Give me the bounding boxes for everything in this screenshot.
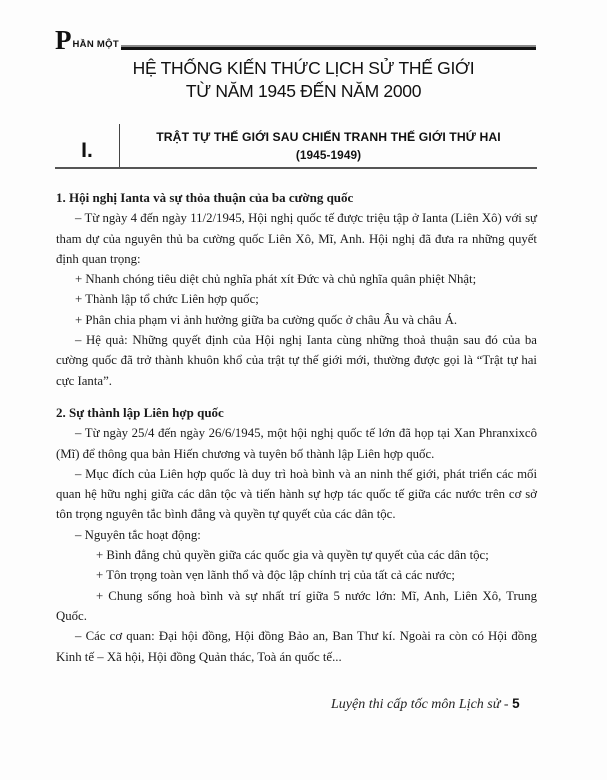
page-number: 5 — [512, 695, 520, 711]
bullet-item: + Nhanh chóng tiêu diệt chủ nghĩa phát xít Đức và chủ nghĩa quân phiệt Nhật; — [75, 272, 477, 287]
section-heading — [55, 124, 537, 169]
paragraph: – Mục đích của Liên hợp quốc là duy trì hoà bình và an ninh thế giới, phát triển các mối quan hệ hữu nghị giữa các dân tộc và tiến hành sự hợp tác quốc tế giữa các nước trên cơ sở tôn trọng nguyên tắc bình đẳng và quyền tự quyết của các dân tộc. — [56, 466, 537, 522]
body-text — [56, 188, 537, 667]
bullet-item: + Tôn trọng toàn vẹn lãnh thổ và độc lập chính trị của tất cả các nước; — [96, 568, 455, 583]
paragraph: – Hệ quả: Những quyết định của Hội nghị Ianta cùng những thoả thuận sau đó của ba cường quốc đã trở thành khuôn khổ của trật tự thế giới mới, thường được gọi là “Trật tự hai cực Ianta”. — [56, 333, 537, 388]
section-title-block — [120, 124, 537, 167]
main-title-line-1: HỆ THỐNG KIẾN THỨC LỊCH SỬ THẾ GIỚI — [132, 58, 475, 78]
paragraph: – Từ ngày 25/4 đến ngày 26/6/1945, một hội nghị quốc tế lớn đã họp tại Xan Phranxixcô (Mĩ) để thông qua bản Hiến chương và tuyên bố thành lập Liên hợp quốc. — [56, 426, 537, 461]
part-label: HẦN MỘT — [72, 39, 119, 50]
bullet-item: + Phân chia phạm vi ảnh hưởng giữa ba cường quốc ở châu Âu và châu Á. — [75, 312, 458, 327]
paragraph: – Các cơ quan: Đại hội đồng, Hội đồng Bảo an, Ban Thư kí. Ngoài ra còn có Hội đồng Kinh tế – Xã hội, Hội đồng Quản thác, Toà án quốc tế... — [56, 629, 537, 664]
section-number: I. — [55, 124, 120, 167]
bullet-item: + Thành lập tổ chức Liên hợp quốc; — [75, 292, 259, 307]
main-title-line-2: TỪ NĂM 1945 ĐẾN NĂM 2000 — [185, 81, 422, 101]
page-footer — [331, 695, 607, 724]
part-header-rule — [121, 45, 536, 50]
bullet-item: + Chung sống hoà bình và sự nhất trí giữa 5 nước lớn: Mĩ, Anh, Liên Xô, Trung Quốc. — [56, 588, 537, 623]
part-header — [55, 26, 536, 54]
footer-book-title: Luyện thi cấp tốc môn Lịch sử - — [331, 696, 513, 712]
bullet-item: + Bình đẳng chủ quyền giữa các quốc gia và quyền tự quyết của các dân tộc; — [96, 548, 489, 563]
paragraph: – Từ ngày 4 đến ngày 11/2/1945, Hội nghị quốc tế được triệu tập ở Ianta (Liên Xô) với sự tham dự của nguyên thủ ba cường quốc Liên Xô, Mĩ, Anh. Hội nghị đã đưa ra những quyết định quan trọng: — [56, 211, 537, 266]
part-initial: P — [55, 25, 72, 55]
paragraph: – Nguyên tắc hoạt động: — [75, 527, 201, 542]
subheading-1: 1. Hội nghị Ianta và sự thỏa thuận của ba cường quốc — [56, 190, 354, 205]
section-title: TRẬT TỰ THẾ GIỚI SAU CHIẾN TRANH THẾ GIỚI THỨ HAI — [156, 130, 501, 144]
section-years: (1945-1949) — [295, 148, 362, 162]
subheading-2: 2. Sự thành lập Liên hợp quốc — [56, 404, 224, 420]
